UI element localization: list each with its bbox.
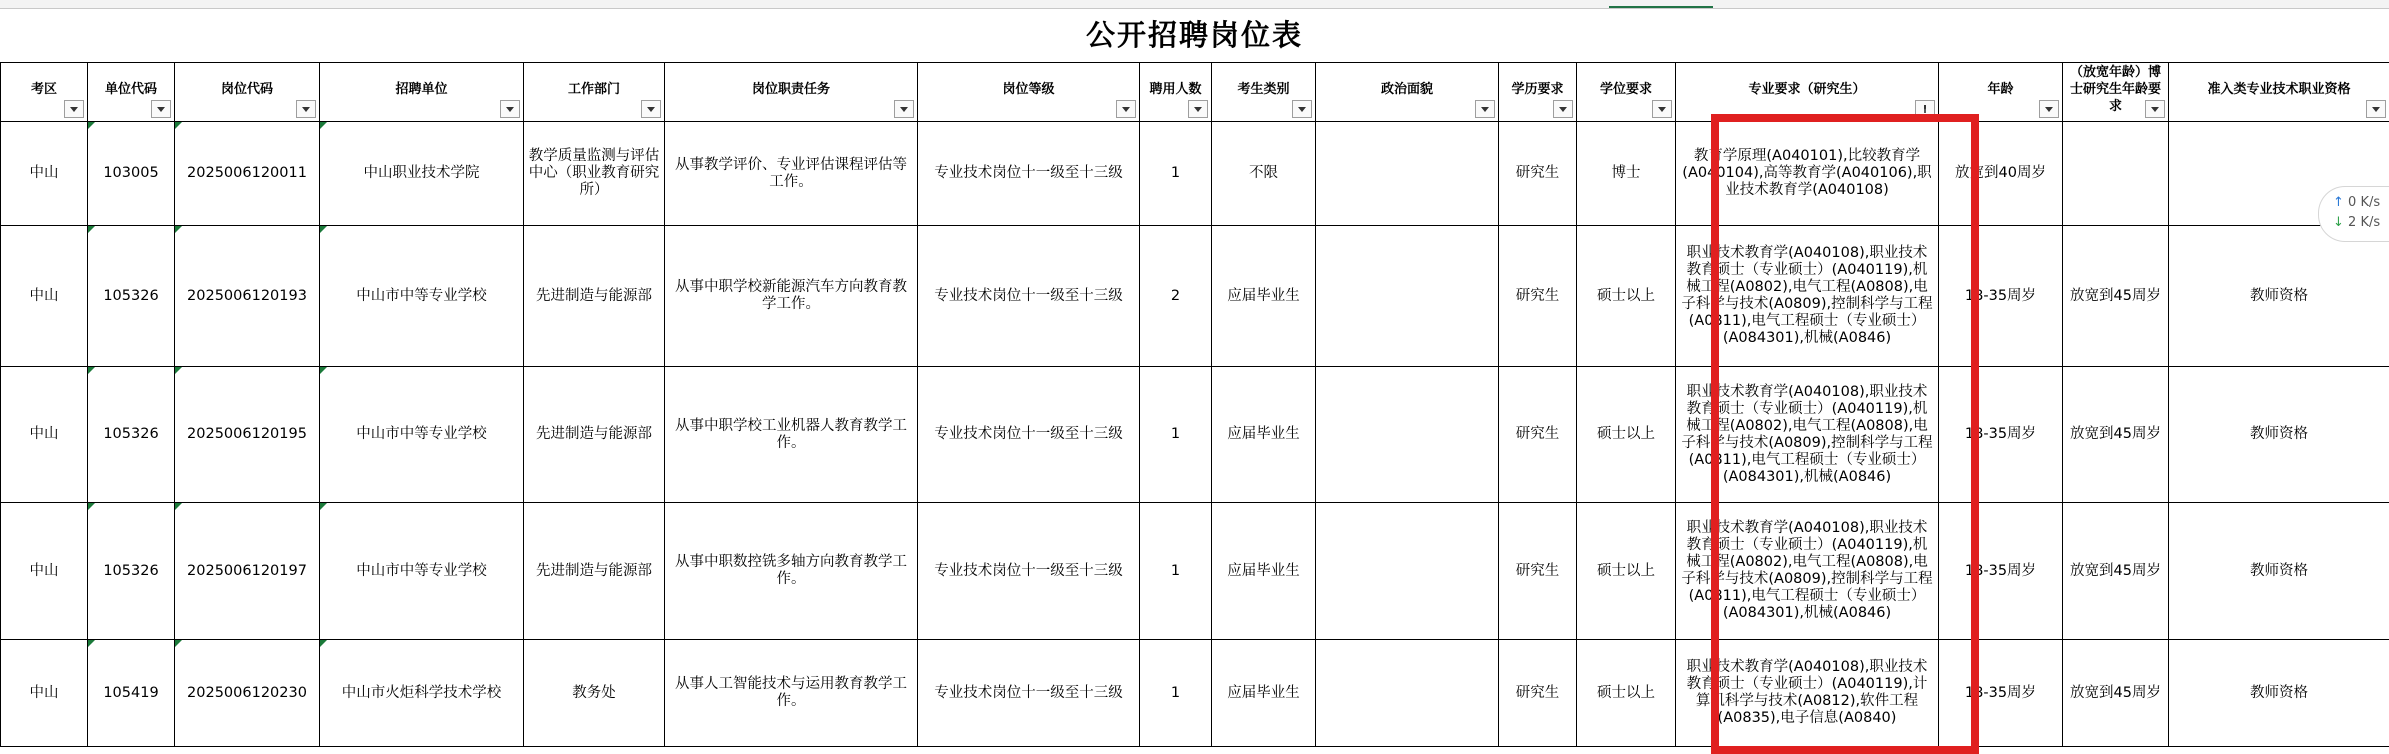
table-cell[interactable] bbox=[1939, 367, 2063, 503]
table-cell[interactable] bbox=[1676, 122, 1939, 226]
cell-text: 18-35周岁 bbox=[1965, 685, 2036, 701]
table-cell[interactable] bbox=[1, 503, 88, 640]
cell-text: 教师资格 bbox=[2250, 685, 2308, 701]
table-cell[interactable] bbox=[88, 503, 175, 640]
column-header bbox=[1499, 63, 1577, 122]
filter-dropdown-icon[interactable] bbox=[894, 100, 914, 118]
cell-text: 职业技术教育学(A040108),职业技术教育硕士（专业硕士）(A040119),机械工程(A0802),电气工程(A0808),电子科学与技术(A0809),控制科学与工程(A0811),电气工程硕士（专业硕士）(A084301),机械(A0846) bbox=[1681, 384, 1932, 485]
column-header bbox=[2169, 63, 2389, 122]
cell-text: 职业技术教育学(A040108),职业技术教育硕士（专业硕士）(A040119),机械工程(A0802),电气工程(A0808),电子科学与技术(A0809),控制科学与工程(A0811),电气工程硕士（专业硕士）(A084301),机械(A0846) bbox=[1681, 520, 1932, 621]
header-row bbox=[1, 63, 2389, 122]
cell-text: 硕士以上 bbox=[1597, 685, 1655, 701]
text-number-marker-icon bbox=[175, 503, 182, 510]
cell-text: 105326 bbox=[103, 426, 158, 442]
cell-text: 放宽到45周岁 bbox=[2070, 685, 2161, 701]
cell-text: 硕士以上 bbox=[1597, 563, 1655, 579]
column-header-label: 聘用人数 bbox=[1149, 82, 1201, 97]
cell-text: 研究生 bbox=[1516, 685, 1560, 701]
text-number-marker-icon bbox=[320, 122, 327, 129]
text-number-marker-icon bbox=[88, 640, 95, 647]
cell-text: 105326 bbox=[103, 563, 158, 579]
text-number-marker-icon bbox=[88, 367, 95, 374]
table-cell[interactable] bbox=[1939, 640, 2063, 747]
table-cell[interactable] bbox=[2063, 640, 2169, 747]
cell-text: 中山市火炬科学技术学校 bbox=[342, 685, 502, 701]
cell-text: 放宽到40周岁 bbox=[1955, 165, 2046, 181]
table-cell[interactable] bbox=[1316, 503, 1499, 640]
column-header bbox=[524, 63, 665, 122]
network-speed-widget[interactable] bbox=[2318, 186, 2389, 242]
cell-text: 放宽到45周岁 bbox=[2070, 426, 2161, 442]
column-header bbox=[1212, 63, 1316, 122]
table-cell[interactable] bbox=[1577, 226, 1676, 367]
cell-text: 硕士以上 bbox=[1597, 288, 1655, 304]
table-cell[interactable] bbox=[1, 367, 88, 503]
column-header bbox=[1140, 63, 1212, 122]
table-cell[interactable] bbox=[1140, 503, 1212, 640]
cell-text: 教师资格 bbox=[2250, 563, 2308, 579]
table-cell[interactable] bbox=[175, 503, 320, 640]
column-header-label: 准入类专业技术职业资格 bbox=[2207, 82, 2350, 97]
table-cell[interactable] bbox=[1499, 503, 1577, 640]
table-cell[interactable] bbox=[918, 640, 1140, 747]
cell-text: 研究生 bbox=[1516, 563, 1560, 579]
table-cell[interactable] bbox=[320, 367, 524, 503]
table-cell[interactable] bbox=[1676, 640, 1939, 747]
table-cell[interactable] bbox=[1, 640, 88, 747]
filter-dropdown-icon[interactable] bbox=[1188, 100, 1208, 118]
cell-text: 教师资格 bbox=[2250, 426, 2308, 442]
column-header bbox=[1316, 63, 1499, 122]
column-header bbox=[1939, 63, 2063, 122]
table-row bbox=[1, 367, 2389, 503]
table-cell[interactable] bbox=[665, 503, 918, 640]
cell-text: 103005 bbox=[103, 165, 158, 181]
table-cell[interactable] bbox=[1212, 640, 1316, 747]
cell-text: 2025006120197 bbox=[187, 563, 307, 579]
cell-text: 1 bbox=[1171, 165, 1180, 181]
cell-text: 中山 bbox=[30, 165, 59, 181]
table-cell[interactable] bbox=[1316, 640, 1499, 747]
cell-text: 105419 bbox=[103, 685, 158, 701]
table-cell[interactable] bbox=[1676, 367, 1939, 503]
table-row bbox=[1, 226, 2389, 367]
cell-text: 先进制造与能源部 bbox=[536, 426, 652, 442]
cell-text: 硕士以上 bbox=[1597, 426, 1655, 442]
text-number-marker-icon bbox=[88, 503, 95, 510]
cell-text: 中山市中等专业学校 bbox=[356, 563, 487, 579]
column-header bbox=[665, 63, 918, 122]
table-cell[interactable] bbox=[665, 122, 918, 226]
table-cell[interactable] bbox=[1140, 226, 1212, 367]
table-cell[interactable] bbox=[918, 226, 1140, 367]
table-cell[interactable] bbox=[1140, 367, 1212, 503]
table-cell[interactable] bbox=[2169, 640, 2389, 747]
filter-dropdown-icon[interactable] bbox=[1652, 100, 1672, 118]
table-cell[interactable] bbox=[175, 226, 320, 367]
cell-text: 研究生 bbox=[1516, 165, 1560, 181]
column-header-label: 招聘单位 bbox=[395, 82, 447, 97]
column-header-label: 年龄 bbox=[1987, 82, 2013, 97]
cell-text: 研究生 bbox=[1516, 288, 1560, 304]
table-cell[interactable] bbox=[320, 226, 524, 367]
cell-text: 从事教学评价、专业评估课程评估等工作。 bbox=[675, 157, 907, 190]
table-cell[interactable] bbox=[320, 122, 524, 226]
table-cell[interactable] bbox=[1499, 226, 1577, 367]
filter-active-icon[interactable] bbox=[1915, 100, 1935, 118]
text-number-marker-icon bbox=[320, 226, 327, 233]
cell-text: 放宽到45周岁 bbox=[2070, 288, 2161, 304]
column-header-label: 岗位代码 bbox=[221, 82, 273, 97]
cell-text: 应届毕业生 bbox=[1227, 288, 1300, 304]
cell-text: 专业技术岗位十一级至十三级 bbox=[934, 563, 1123, 579]
upload-arrow-icon: ↑ bbox=[2333, 195, 2344, 210]
table-cell[interactable] bbox=[175, 122, 320, 226]
cell-text: 职业技术教育学(A040108),职业技术教育硕士（专业硕士）(A040119),机械工程(A0802),电气工程(A0808),电子科学与技术(A0809),控制科学与工程(A0811),电气工程硕士（专业硕士）(A084301),机械(A0846) bbox=[1681, 245, 1932, 346]
text-number-marker-icon bbox=[320, 367, 327, 374]
text-number-marker-icon bbox=[320, 503, 327, 510]
table-cell[interactable] bbox=[524, 367, 665, 503]
cell-text: 应届毕业生 bbox=[1227, 563, 1300, 579]
cell-text: 1 bbox=[1171, 426, 1180, 442]
table-cell[interactable] bbox=[1577, 122, 1676, 226]
table-cell[interactable] bbox=[1939, 226, 2063, 367]
table-cell[interactable] bbox=[1676, 226, 1939, 367]
table-cell[interactable] bbox=[1212, 503, 1316, 640]
table-cell[interactable] bbox=[1140, 122, 1212, 226]
cell-text: 2025006120195 bbox=[187, 426, 307, 442]
cell-text: 2025006120230 bbox=[187, 685, 307, 701]
cell-text: 应届毕业生 bbox=[1227, 426, 1300, 442]
column-header bbox=[175, 63, 320, 122]
table-cell[interactable] bbox=[1499, 640, 1577, 747]
cell-text: 中山 bbox=[30, 288, 59, 304]
table-cell[interactable] bbox=[918, 367, 1140, 503]
cell-text: 放宽到45周岁 bbox=[2070, 563, 2161, 579]
table-cell[interactable] bbox=[1316, 226, 1499, 367]
cell-text: 18-35周岁 bbox=[1965, 563, 2036, 579]
filter-dropdown-icon[interactable] bbox=[2039, 100, 2059, 118]
column-header-label: 工作部门 bbox=[568, 82, 620, 97]
download-arrow-icon: ↓ bbox=[2333, 215, 2344, 230]
column-header-label: 岗位职责任务 bbox=[752, 82, 830, 97]
job-table bbox=[0, 62, 2389, 747]
cell-text: 专业技术岗位十一级至十三级 bbox=[934, 685, 1123, 701]
column-header-label: 专业要求（研究生） bbox=[1748, 82, 1865, 97]
cell-text: 从事人工智能技术与运用教育教学工作。 bbox=[675, 676, 907, 709]
cell-text: 应届毕业生 bbox=[1227, 685, 1300, 701]
cell-text: 不限 bbox=[1249, 165, 1278, 181]
table-cell[interactable] bbox=[320, 503, 524, 640]
cell-text: 中山职业技术学院 bbox=[364, 165, 480, 181]
column-header bbox=[1, 63, 88, 122]
table-cell[interactable] bbox=[88, 122, 175, 226]
table-row bbox=[1, 640, 2389, 747]
column-header-label: 学位要求 bbox=[1600, 82, 1652, 97]
filter-dropdown-icon[interactable] bbox=[1553, 100, 1573, 118]
table-cell[interactable] bbox=[665, 226, 918, 367]
filter-dropdown-icon[interactable] bbox=[151, 100, 171, 118]
cell-text: 2025006120193 bbox=[187, 288, 307, 304]
table-cell[interactable] bbox=[2063, 503, 2169, 640]
text-number-marker-icon bbox=[320, 640, 327, 647]
cell-text: 18-35周岁 bbox=[1965, 288, 2036, 304]
filter-dropdown-icon[interactable] bbox=[2145, 100, 2165, 118]
cell-text: 教学质量监测与评估中心（职业教育研究所） bbox=[529, 148, 660, 198]
text-number-marker-icon bbox=[175, 367, 182, 374]
table-cell[interactable] bbox=[1140, 640, 1212, 747]
text-number-marker-icon bbox=[175, 226, 182, 233]
table-row bbox=[1, 503, 2389, 640]
cell-text: 从事中职学校新能源汽车方向教育教学工作。 bbox=[675, 279, 907, 312]
cell-text: 研究生 bbox=[1516, 426, 1560, 442]
cell-text: 先进制造与能源部 bbox=[536, 563, 652, 579]
cell-text: 教师资格 bbox=[2250, 288, 2308, 304]
cell-text: 先进制造与能源部 bbox=[536, 288, 652, 304]
filter-dropdown-icon[interactable] bbox=[641, 100, 661, 118]
cell-text: 中山 bbox=[30, 426, 59, 442]
column-header-label: 学历要求 bbox=[1511, 82, 1563, 97]
filter-dropdown-icon[interactable] bbox=[296, 100, 316, 118]
table-cell[interactable] bbox=[1, 226, 88, 367]
text-number-marker-icon bbox=[88, 122, 95, 129]
upload-speed: 0 K/s bbox=[2348, 195, 2380, 210]
cell-text: 从事中职学校工业机器人教育教学工作。 bbox=[675, 418, 907, 451]
cell-text: 专业技术岗位十一级至十三级 bbox=[934, 288, 1123, 304]
table-cell[interactable] bbox=[1212, 367, 1316, 503]
cell-text: 教务处 bbox=[572, 685, 616, 701]
cell-text: 中山 bbox=[30, 685, 59, 701]
column-header bbox=[88, 63, 175, 122]
cell-text: 2025006120011 bbox=[187, 165, 307, 181]
download-speed: 2 K/s bbox=[2348, 215, 2380, 230]
column-header-label: 岗位等级 bbox=[1002, 82, 1054, 97]
filter-dropdown-icon[interactable] bbox=[1475, 100, 1495, 118]
cell-text: 教育学原理(A040101),比较教育学(A040104),高等教育学(A040106),职业技术教育学(A040108) bbox=[1682, 148, 1931, 198]
table-cell[interactable] bbox=[1499, 367, 1577, 503]
filter-dropdown-icon[interactable] bbox=[1116, 100, 1136, 118]
table-cell[interactable] bbox=[1316, 367, 1499, 503]
cell-text: 1 bbox=[1171, 685, 1180, 701]
table-cell[interactable] bbox=[524, 640, 665, 747]
column-header bbox=[2063, 63, 2169, 122]
table-cell[interactable] bbox=[665, 367, 918, 503]
cell-text: 18-35周岁 bbox=[1965, 426, 2036, 442]
cell-text: 1 bbox=[1171, 563, 1180, 579]
column-header bbox=[1577, 63, 1676, 122]
table-cell[interactable] bbox=[918, 122, 1140, 226]
text-number-marker-icon bbox=[175, 640, 182, 647]
column-header-label: 单位代码 bbox=[105, 82, 157, 97]
cell-text: 专业技术岗位十一级至十三级 bbox=[934, 426, 1123, 442]
table-cell[interactable] bbox=[1939, 503, 2063, 640]
cell-text: 博士 bbox=[1612, 165, 1641, 181]
table-cell[interactable] bbox=[1676, 503, 1939, 640]
text-number-marker-icon bbox=[88, 226, 95, 233]
table-cell[interactable] bbox=[2063, 122, 2169, 226]
cell-text: 中山市中等专业学校 bbox=[356, 426, 487, 442]
table-cell[interactable] bbox=[1212, 122, 1316, 226]
table-cell[interactable] bbox=[1499, 122, 1577, 226]
column-header bbox=[1676, 63, 1939, 122]
table-cell[interactable] bbox=[1577, 367, 1676, 503]
column-header bbox=[320, 63, 524, 122]
column-header bbox=[918, 63, 1140, 122]
table-cell[interactable] bbox=[320, 640, 524, 747]
table-cell[interactable] bbox=[1212, 226, 1316, 367]
table-cell[interactable] bbox=[918, 503, 1140, 640]
table-cell[interactable] bbox=[1577, 503, 1676, 640]
table-cell[interactable] bbox=[524, 122, 665, 226]
sheet-title: 公开招聘岗位表 bbox=[0, 8, 2389, 62]
table-cell[interactable] bbox=[1316, 122, 1499, 226]
filter-dropdown-icon[interactable] bbox=[64, 100, 84, 118]
cell-text: 从事中职数控铣多轴方向教育教学工作。 bbox=[675, 554, 907, 587]
cell-text: 专业技术岗位十一级至十三级 bbox=[934, 165, 1123, 181]
table-cell[interactable] bbox=[2169, 226, 2389, 367]
column-header-label: 政治面貌 bbox=[1381, 82, 1433, 97]
table-cell[interactable] bbox=[524, 503, 665, 640]
column-header-label: 考区 bbox=[31, 82, 57, 97]
cell-text: 中山 bbox=[30, 563, 59, 579]
cell-text: 2 bbox=[1171, 288, 1180, 304]
cell-text: 中山市中等专业学校 bbox=[356, 288, 487, 304]
filter-dropdown-icon[interactable] bbox=[2366, 100, 2386, 118]
table-cell[interactable] bbox=[2063, 367, 2169, 503]
table-cell[interactable] bbox=[2169, 503, 2389, 640]
table-cell[interactable] bbox=[1, 122, 88, 226]
column-header-label: （放宽年龄）博士研究生年龄要求 bbox=[2070, 65, 2161, 114]
table-cell[interactable] bbox=[88, 226, 175, 367]
table-cell[interactable] bbox=[2063, 226, 2169, 367]
table-cell[interactable] bbox=[175, 367, 320, 503]
table-cell[interactable] bbox=[1939, 122, 2063, 226]
table-cell[interactable] bbox=[88, 367, 175, 503]
filter-dropdown-icon[interactable] bbox=[1292, 100, 1312, 118]
cell-text: 105326 bbox=[103, 288, 158, 304]
table-cell[interactable] bbox=[1577, 640, 1676, 747]
selected-column-indicator bbox=[1609, 0, 1713, 8]
table-cell[interactable] bbox=[175, 640, 320, 747]
filter-dropdown-icon[interactable] bbox=[500, 100, 520, 118]
table-cell[interactable] bbox=[665, 640, 918, 747]
column-header-label: 考生类别 bbox=[1237, 82, 1289, 97]
table-cell[interactable] bbox=[2169, 367, 2389, 503]
table-cell[interactable] bbox=[88, 640, 175, 747]
cell-text: 职业技术教育学(A040108),职业技术教育硕士（专业硕士）(A040119),计算机科学与技术(A0812),软件工程(A0835),电子信息(A0840) bbox=[1687, 659, 1928, 726]
text-number-marker-icon bbox=[175, 122, 182, 129]
table-cell[interactable] bbox=[524, 226, 665, 367]
table-row bbox=[1, 122, 2389, 226]
